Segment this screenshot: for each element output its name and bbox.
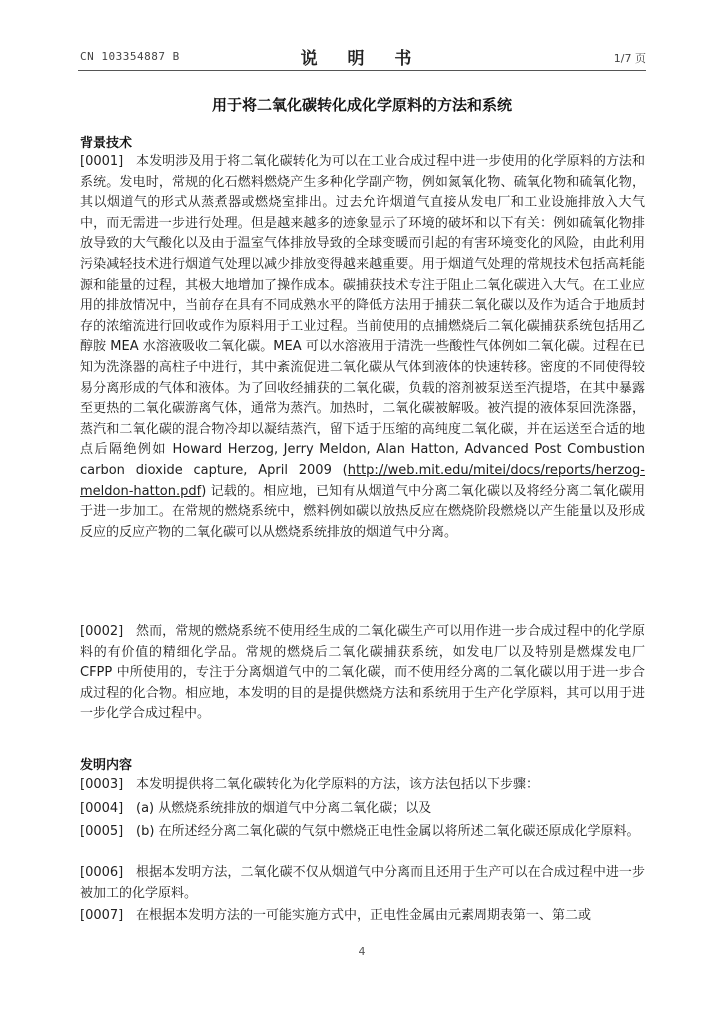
paragraph-number: [0003] — [80, 777, 124, 792]
section-heading-invention: 发明内容 — [80, 758, 133, 773]
paragraph-0002 — [80, 622, 645, 725]
section-heading-background: 背景技术 — [80, 136, 133, 151]
paragraph-text-continued: ) 记载的。相应地，已知有从烟道气中分离二氧化碳以及将经分离二氧化碳用于进一步加工。在常规的燃烧系统中，燃料例如碳以放热反应在燃烧阶段燃烧以产生能量以及形成反应的反应产物的二氧化碳可以从燃烧系统排放的烟道气中分离。 — [80, 483, 645, 540]
paragraph-0003 — [80, 775, 645, 796]
paragraph-text: (b) 在所述经分离二氧化碳的气氛中燃烧正电性金属以将所述二氧化碳还原成化学原料。 — [136, 824, 640, 839]
reference-link[interactable]: http://web.mit.edu/mitei/docs/reports/herzog-meldon-hatton.pdf — [80, 462, 645, 499]
paragraph-number: [0005] — [80, 824, 124, 839]
paragraph-text: 然而，常规的燃烧系统不使用经生成的二氧化碳生产可以用作进一步合成过程中的化学原料的有价值的精细化学品。常规的燃烧后二氧化碳捕获系统，如发电厂以及特别是燃煤发电厂 CFPP 中所使用的，专注于分离烟道气中的二氧化碳，而不使用经分离的二氧化碳以用于进一步合成过程的化合物。相应地，本发明的目的是提供燃烧方法和系统用于生产化学原料，其可以用于进一步化学合成过程中。 — [80, 624, 645, 722]
paragraph-0007 — [80, 906, 645, 927]
paragraph-number: [0006] — [80, 865, 124, 880]
paragraph-text: 本发明提供将二氧化碳转化为化学原料的方法，该方法包括以下步骤： — [136, 777, 540, 792]
page-number: 4 — [358, 945, 366, 958]
paragraph-0001 — [80, 152, 645, 543]
paragraph-text: 在根据本发明方法的一可能实施方式中，正电性金属由元素周期表第一、第二或 — [136, 908, 592, 923]
paragraph-text: 根据本发明方法，二氧化碳不仅从烟道气中分离而且还用于生产可以在合成过程中进一步被加工的化学原料。 — [80, 865, 645, 901]
paragraph-number: [0007] — [80, 908, 124, 923]
patent-number: CN 103354887 B — [80, 50, 180, 63]
page-indicator: 1/7 页 — [613, 52, 646, 65]
paragraph-number: [0001] — [80, 154, 124, 169]
paragraph-number: [0004] — [80, 801, 124, 816]
header-divider — [78, 70, 646, 71]
paragraph-number: [0002] — [80, 624, 124, 639]
paragraph-0006 — [80, 863, 645, 904]
paragraph-text: (a) 从燃烧系统排放的烟道气中分离二氧化碳；以及 — [136, 801, 432, 816]
paragraph-text: 本发明涉及用于将二氧化碳转化为可以在工业合成过程中进一步使用的化学原料的方法和系统。发电时，常规的化石燃料燃烧产生多种化学副产物，例如氮氧化物、硫氧化物和硫氧化物，其以烟道气的形式从蒸煮器或燃烧室排出。过去允许烟道气直接从发电厂和工业设施排放入大气中，而无需进一步进行处理。但是越来越多的迹象显示了环境的破坏和以下有关：例如硫氧化物排放导致的大气酸化以及由于温室气体排放导致的全球变暖而引起的有害环境变化的风险，由此利用污染减轻技术进行烟道气处理以减少排放变得越来越重要。用于烟道气处理的常规技术包括高耗能源和能量的过程，其极大地增加了操作成本。碳捕获技术专注于阻止二氧化碳进入大气。在工业应用的排放情况中，当前存在具有不同成熟水平的降低方法用于捕获二氧化碳以及作为适合于地质封存的浓缩流进行回收或作为原料用于工业过程。当前使用的点捕燃烧后二氧化碳捕获系统包括用乙醇胺 MEA 水溶液吸收二氧化碳。MEA 可以水溶液用于清洗一些酸性气体例如二氧化碳。过程在已知为洗涤器的高柱子中进行，其中紊流促进二氧化碳从气体到液体的快速转移。密度的不同使得较易分离形成的气体和液体。为了回收经捕获的二氧化碳，负载的溶剂被泵送至汽提塔，在其中暴露至更热的二氧化碳游离气体，通常为蒸汽。加热时，二氧化碳被解吸。被汽提的液体泵回洗涤器，蒸汽和二氧化碳的混合物冷却以凝结蒸汽，留下适于压缩的高纯度二氧化碳，并在运送至合适的地点后隔绝例如 Howard Herzog, Jerry Meldon, Alan Hatton, Advanced Post Combustion carbon dioxide capture, April 2009 ( — [80, 154, 645, 478]
document-title: 用于将二氧化碳转化成化学原料的方法和系统 — [211, 96, 512, 114]
paragraph-0005 — [80, 822, 645, 843]
document-type-title: 说 明 书 — [300, 49, 424, 69]
paragraph-0004 — [80, 799, 645, 820]
